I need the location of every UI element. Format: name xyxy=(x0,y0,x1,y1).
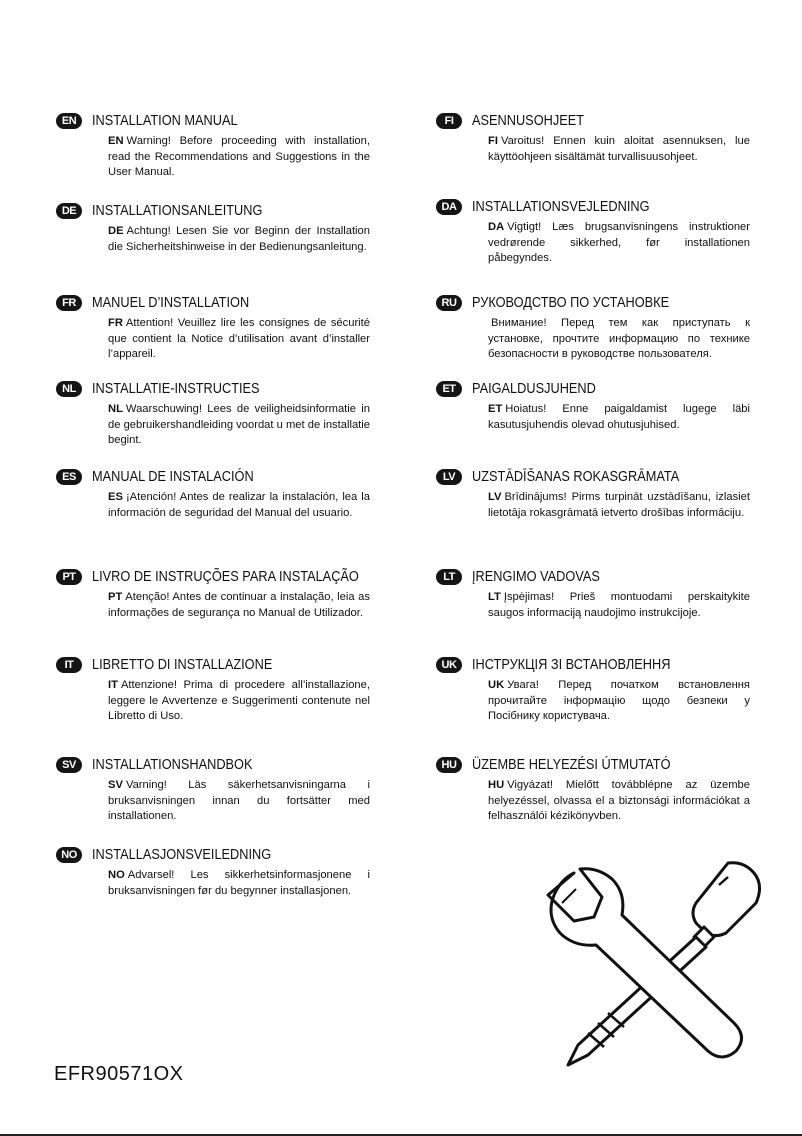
section-uk xyxy=(436,654,750,725)
section-title: LIVRO DE INSTRUÇÕES PARA INSTALAÇÃO xyxy=(92,569,359,585)
section-header xyxy=(56,466,370,488)
section-warning xyxy=(488,678,750,725)
section-title: INSTALLATIONSVEJLEDNING xyxy=(472,199,650,215)
section-title: INSTALLATION MANUAL xyxy=(92,113,238,129)
language-label: FI xyxy=(488,135,498,147)
section-warning xyxy=(108,678,370,725)
section-title: ASENNUSOHJEET xyxy=(472,113,585,129)
section-en xyxy=(56,110,370,181)
language-label: NL xyxy=(108,403,123,415)
language-badge: FI xyxy=(436,113,462,129)
language-badge: FR xyxy=(56,295,82,311)
language-badge: DE xyxy=(56,203,82,219)
section-da xyxy=(436,196,750,267)
warning-text: Vigtigt! Læs brugsanvisningens instruktioner vedrørende sikkerhed, før installationen påbegyndes. xyxy=(488,221,750,264)
section-title: LIBRETTO DI INSTALLAZIONE xyxy=(92,657,273,673)
section-warning xyxy=(108,402,370,449)
section-header xyxy=(56,378,370,400)
language-label: ET xyxy=(488,403,503,415)
language-badge: IT xyxy=(56,657,82,673)
language-label: SV xyxy=(108,779,123,791)
language-badge: ES xyxy=(56,469,82,485)
language-label: DA xyxy=(488,221,505,233)
section-lv xyxy=(436,466,750,521)
section-warning xyxy=(108,316,370,363)
section-sv xyxy=(56,754,370,825)
section-warning xyxy=(488,134,750,165)
section-header xyxy=(56,844,370,866)
language-badge: LT xyxy=(436,569,462,585)
section-title: MANUEL D’INSTALLATION xyxy=(92,295,250,311)
section-header xyxy=(436,378,750,400)
section-warning xyxy=(488,490,750,521)
section-title: UZSTĀDĪŠANAS ROKASGRĀMATA xyxy=(472,469,680,485)
language-label: NO xyxy=(108,869,125,881)
section-header xyxy=(436,566,750,588)
section-it xyxy=(56,654,370,725)
section-title: INSTALLATIONSANLEITUNG xyxy=(92,203,263,219)
language-label: ES xyxy=(108,491,123,503)
section-warning xyxy=(108,590,370,621)
language-label: HU xyxy=(488,779,505,791)
section-title: INSTALLASJONSVEILEDNING xyxy=(92,847,272,863)
language-label: EN xyxy=(108,135,124,147)
warning-text: Atenção! Antes de continuar a instalação, leia as informações de segurança no Manual de Utilizador. xyxy=(108,591,370,619)
section-title: INSTALLATIE-INSTRUCTIES xyxy=(92,381,260,397)
language-label: LV xyxy=(488,491,502,503)
language-badge: EN xyxy=(56,113,82,129)
section-header xyxy=(436,654,750,676)
section-lt xyxy=(436,566,750,621)
language-badge: DA xyxy=(436,199,462,215)
warning-text: Varning! Läs säkerhetsanvisningarna i bruksanvisningen innan du fortsätter med installationen. xyxy=(108,779,370,822)
language-label: DE xyxy=(108,225,124,237)
language-label: LT xyxy=(488,591,501,603)
warning-text: Внимание! Перед тем как приступать к установке, прочтите информацию по технике безопасности в руководстве пользователя. xyxy=(488,317,750,360)
section-header xyxy=(56,566,395,588)
section-header xyxy=(436,292,750,314)
section-warning xyxy=(488,316,750,363)
warning-text: Attenzione! Prima di procedere all’installazione, leggere le Avvertenze e Suggerimenti contenute nel Libretto di Uso. xyxy=(108,679,370,722)
section-warning xyxy=(108,134,370,181)
section-es xyxy=(56,466,370,521)
section-header xyxy=(56,292,370,314)
section-fr xyxy=(56,292,370,363)
section-header xyxy=(56,654,370,676)
language-badge: NO xyxy=(56,847,82,863)
model-number: EFR90571OX xyxy=(54,1063,184,1085)
section-warning xyxy=(488,778,750,825)
warning-text: ¡Atención! Antes de realizar la instalación, lea la información de seguridad del Manual del usuario. xyxy=(108,491,370,519)
warning-text: Warning! Before proceeding with installation, read the Recommendations and Suggestions in the User Manual. xyxy=(108,135,370,178)
section-pt xyxy=(56,566,395,621)
warning-text: Hoiatus! Enne paigaldamist lugege läbi kasutusjuhendis olevad ohutusjuhised. xyxy=(488,403,750,431)
warning-text: Varoitus! Ennen kuin aloitat asennuksen, lue käyttöohjeen sisältämät turvallisuusohjeet. xyxy=(488,135,750,163)
language-badge: ET xyxy=(436,381,462,397)
language-label: PT xyxy=(108,591,123,603)
wrench-screwdriver-icon xyxy=(518,855,770,1075)
section-header xyxy=(56,200,370,222)
section-header xyxy=(436,466,750,488)
section-warning xyxy=(488,590,750,621)
language-label: UK xyxy=(488,679,505,691)
warning-text: Vigyázat! Mielőtt továbblépne az üzembe helyezéssel, olvassa el a biztonsági információkat a felhasználói kézikönyvben. xyxy=(488,779,750,822)
language-label: FR xyxy=(108,317,123,329)
section-warning xyxy=(108,868,370,899)
section-fi xyxy=(436,110,750,165)
section-hu xyxy=(436,754,750,825)
language-label: IT xyxy=(108,679,118,691)
section-header xyxy=(56,110,370,132)
section-title: РУКОВОДСТВО ПО УСТАНОВКЕ xyxy=(472,295,670,311)
language-badge: NL xyxy=(56,381,82,397)
warning-text: Achtung! Lesen Sie vor Beginn der Installation die Sicherheitshinweise in der Bedienungsanleitung. xyxy=(108,225,370,253)
section-warning xyxy=(108,778,370,825)
section-title: MANUAL DE INSTALACIÓN xyxy=(92,469,254,485)
language-badge: HU xyxy=(436,757,462,773)
section-title: PAIGALDUSJUHEND xyxy=(472,381,596,397)
language-badge: SV xyxy=(56,757,82,773)
section-title: ІНСТРУКЦІЯ ЗІ ВСТАНОВЛЕННЯ xyxy=(472,657,671,673)
language-badge: RU xyxy=(436,295,462,311)
section-ru xyxy=(436,292,750,363)
section-header xyxy=(436,196,750,218)
section-warning xyxy=(488,402,750,433)
section-warning xyxy=(108,490,370,521)
section-no xyxy=(56,844,370,899)
warning-text: Advarsel! Les sikkerhetsinformasjonene i bruksanvisningen før du begynner installasjonen. xyxy=(108,869,370,897)
language-badge: UK xyxy=(436,657,462,673)
language-badge: PT xyxy=(56,569,82,585)
warning-text: Brīdinājums! Pirms turpināt uzstādīšanu, izlasiet lietotāja rokasgrāmatā ietverto drošības informāciju. xyxy=(488,491,750,519)
section-title: INSTALLATIONSHANDBOK xyxy=(92,757,253,773)
warning-text: Waarschuwing! Lees de veiligheidsinformatie in de gebruikershandleiding voordat u met de installatie begint. xyxy=(108,403,370,446)
language-badge: LV xyxy=(436,469,462,485)
warning-text: Увага! Перед початком встановлення прочитайте інформацію щодо безпеки у Посібнику користувача. xyxy=(488,679,750,722)
section-header xyxy=(436,754,750,776)
section-de xyxy=(56,200,370,255)
section-et xyxy=(436,378,750,433)
section-title: ĮRENGIMO VADOVAS xyxy=(472,569,600,585)
section-warning xyxy=(488,220,750,267)
section-warning xyxy=(108,224,370,255)
warning-text: Attention! Veuillez lire les consignes de sécurité que contient la Notice d’utilisation avant d’installer l’appareil. xyxy=(108,317,370,360)
section-nl xyxy=(56,378,370,449)
section-header xyxy=(56,754,370,776)
warning-text: Įspėjimas! Prieš montuodami perskaitykite saugos informaciją naudojimo instrukcijoje. xyxy=(488,591,750,619)
section-header xyxy=(436,110,750,132)
section-title: ÜZEMBE HELYEZÉSI ÚTMUTATÓ xyxy=(472,757,671,773)
